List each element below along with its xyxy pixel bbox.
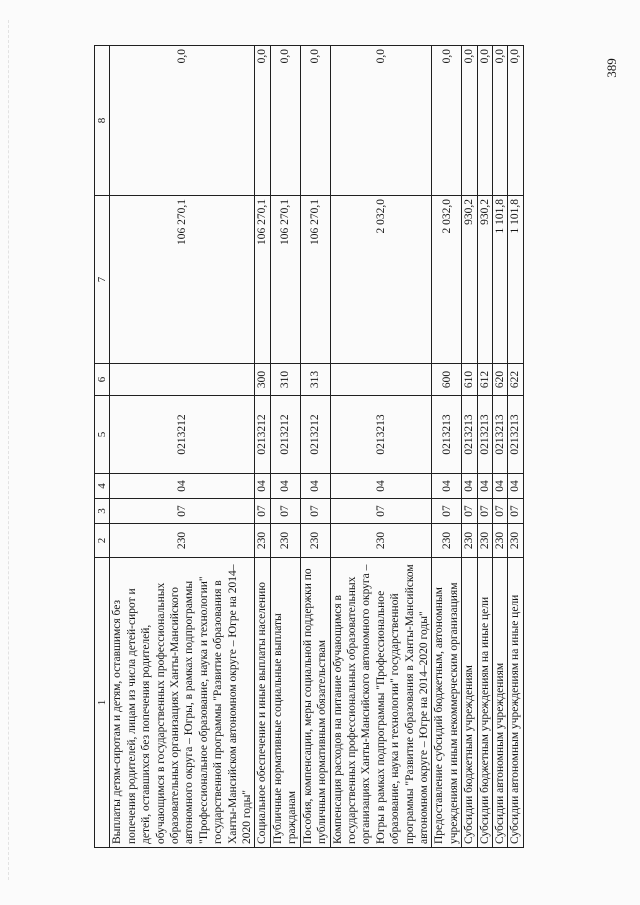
table-row <box>477 46 492 848</box>
row-target-article-cell: 0213212 <box>110 396 255 474</box>
row-target-article-cell: 0213213 <box>508 396 523 474</box>
row-subsection-cell: 04 <box>255 474 270 499</box>
row-expense-type-cell: 610 <box>462 364 477 396</box>
header-col-1: 1 <box>95 558 110 848</box>
rotated-table-container <box>94 46 522 848</box>
row-expense-type-cell: 612 <box>477 364 492 396</box>
scan-edge <box>8 20 10 880</box>
header-col-4: 4 <box>95 474 110 499</box>
row-section-cell: 07 <box>255 499 270 524</box>
row-section-cell: 07 <box>508 499 523 524</box>
row-name-cell: Субсидии бюджетным учреждениям на иные цели <box>477 558 492 848</box>
row-amount-cell: 106 270,1 <box>255 196 270 364</box>
row-subsection-cell: 04 <box>477 474 492 499</box>
row-amount-cell: 106 270,1 <box>110 196 255 364</box>
row-amount-cell: 930,2 <box>462 196 477 364</box>
row-amount-cell: 1 101,8 <box>508 196 523 364</box>
row-expense-type-cell: 310 <box>270 364 300 396</box>
row-name-cell: Выплаты детям-сиротам и детям, оставшимся без попечения родителей, лицам из числа детей-сирот и детей, оставшихся без попечения родителей, обучающимся в государственных профессиональных образовательных организациях Ханты-Мансийского автономного округа – Югры, в рамках подпрограммы "Профессиональное образование, наука и технологии" государственной программы "Развитие образования в Ханты-Мансийском автономном округе – Югре на 2014–2020 годы" <box>110 558 255 848</box>
row-subsection-cell: 04 <box>492 474 507 499</box>
row-ministry-code-cell: 230 <box>300 524 330 558</box>
row-name-cell: Субсидии бюджетным учреждениям <box>462 558 477 848</box>
row-section-cell: 07 <box>270 499 300 524</box>
row-name-cell: Пособия, компенсации, меры социальной поддержки по публичным нормативным обязательствам <box>300 558 330 848</box>
row-section-cell: 07 <box>110 499 255 524</box>
row-ministry-code-cell: 230 <box>270 524 300 558</box>
row-section-cell: 07 <box>462 499 477 524</box>
row-amount-cell: 930,2 <box>477 196 492 364</box>
header-col-2: 2 <box>95 524 110 558</box>
row-target-article-cell: 0213213 <box>330 396 432 474</box>
row-amount-2-cell: 0,0 <box>300 46 330 196</box>
row-ministry-code-cell: 230 <box>330 524 432 558</box>
row-subsection-cell: 04 <box>330 474 432 499</box>
row-target-article-cell: 0213212 <box>255 396 270 474</box>
row-ministry-code-cell: 230 <box>492 524 507 558</box>
table-row <box>300 46 330 848</box>
row-target-article-cell: 0213213 <box>477 396 492 474</box>
table-row <box>508 46 523 848</box>
row-name-cell: Публичные нормативные социальные выплаты гражданам <box>270 558 300 848</box>
budget-table <box>94 45 524 848</box>
row-section-cell: 07 <box>432 499 462 524</box>
row-expense-type-cell: 313 <box>300 364 330 396</box>
header-col-5: 5 <box>95 396 110 474</box>
row-amount-2-cell: 0,0 <box>477 46 492 196</box>
table-row <box>330 46 432 848</box>
table-frame <box>94 46 522 848</box>
row-expense-type-cell: 622 <box>508 364 523 396</box>
row-amount-cell: 106 270,1 <box>300 196 330 364</box>
page-number: 389 <box>604 58 619 78</box>
table-row <box>110 46 255 848</box>
row-target-article-cell: 0213213 <box>462 396 477 474</box>
row-subsection-cell: 04 <box>300 474 330 499</box>
row-ministry-code-cell: 230 <box>462 524 477 558</box>
row-name-cell: Субсидии автономным учреждениям <box>492 558 507 848</box>
row-name-cell: Предоставление субсидий бюджетным, автономным учреждениям и иным некоммерческим организациям <box>432 558 462 848</box>
header-col-6: 6 <box>95 364 110 396</box>
row-name-cell: Социальное обеспечение и иные выплаты населению <box>255 558 270 848</box>
row-amount-cell: 2 032,0 <box>432 196 462 364</box>
row-amount-2-cell: 0,0 <box>508 46 523 196</box>
table-row <box>270 46 300 848</box>
row-ministry-code-cell: 230 <box>477 524 492 558</box>
row-expense-type-cell <box>330 364 432 396</box>
row-expense-type-cell <box>110 364 255 396</box>
row-target-article-cell: 0213213 <box>492 396 507 474</box>
table-row <box>255 46 270 848</box>
header-row <box>95 46 110 848</box>
row-expense-type-cell: 600 <box>432 364 462 396</box>
row-expense-type-cell: 620 <box>492 364 507 396</box>
row-amount-2-cell: 0,0 <box>110 46 255 196</box>
row-amount-2-cell: 0,0 <box>255 46 270 196</box>
row-amount-2-cell: 0,0 <box>462 46 477 196</box>
row-target-article-cell: 0213212 <box>300 396 330 474</box>
row-section-cell: 07 <box>492 499 507 524</box>
row-amount-2-cell: 0,0 <box>492 46 507 196</box>
row-ministry-code-cell: 230 <box>110 524 255 558</box>
row-ministry-code-cell: 230 <box>432 524 462 558</box>
table-row <box>492 46 507 848</box>
row-amount-cell: 106 270,1 <box>270 196 300 364</box>
row-section-cell: 07 <box>300 499 330 524</box>
row-amount-cell: 2 032,0 <box>330 196 432 364</box>
row-expense-type-cell: 300 <box>255 364 270 396</box>
row-subsection-cell: 04 <box>432 474 462 499</box>
row-target-article-cell: 0213212 <box>270 396 300 474</box>
row-ministry-code-cell: 230 <box>508 524 523 558</box>
row-subsection-cell: 04 <box>110 474 255 499</box>
row-subsection-cell: 04 <box>270 474 300 499</box>
header-col-7: 7 <box>95 196 110 364</box>
row-target-article-cell: 0213213 <box>432 396 462 474</box>
row-ministry-code-cell: 230 <box>255 524 270 558</box>
row-section-cell: 07 <box>330 499 432 524</box>
row-subsection-cell: 04 <box>508 474 523 499</box>
table-row <box>432 46 462 848</box>
header-col-8: 8 <box>95 46 110 196</box>
row-amount-2-cell: 0,0 <box>432 46 462 196</box>
row-section-cell: 07 <box>477 499 492 524</box>
row-name-cell: Компенсация расходов на питание обучающимся в государственных профессиональных образовательных организациях Ханты-Мансийского автономного округа – Югры в рамках подпрограммы "Профессиональное образование, наука и технологии" государственной программы "Развитие образования в Ханты-Мансийском автономном округе – Югре на 2014–2020 годы" <box>330 558 432 848</box>
row-subsection-cell: 04 <box>462 474 477 499</box>
row-amount-2-cell: 0,0 <box>270 46 300 196</box>
table-row <box>462 46 477 848</box>
row-name-cell: Субсидии автономным учреждениям на иные цели <box>508 558 523 848</box>
row-amount-2-cell: 0,0 <box>330 46 432 196</box>
header-col-3: 3 <box>95 499 110 524</box>
row-amount-cell: 1 101,8 <box>492 196 507 364</box>
